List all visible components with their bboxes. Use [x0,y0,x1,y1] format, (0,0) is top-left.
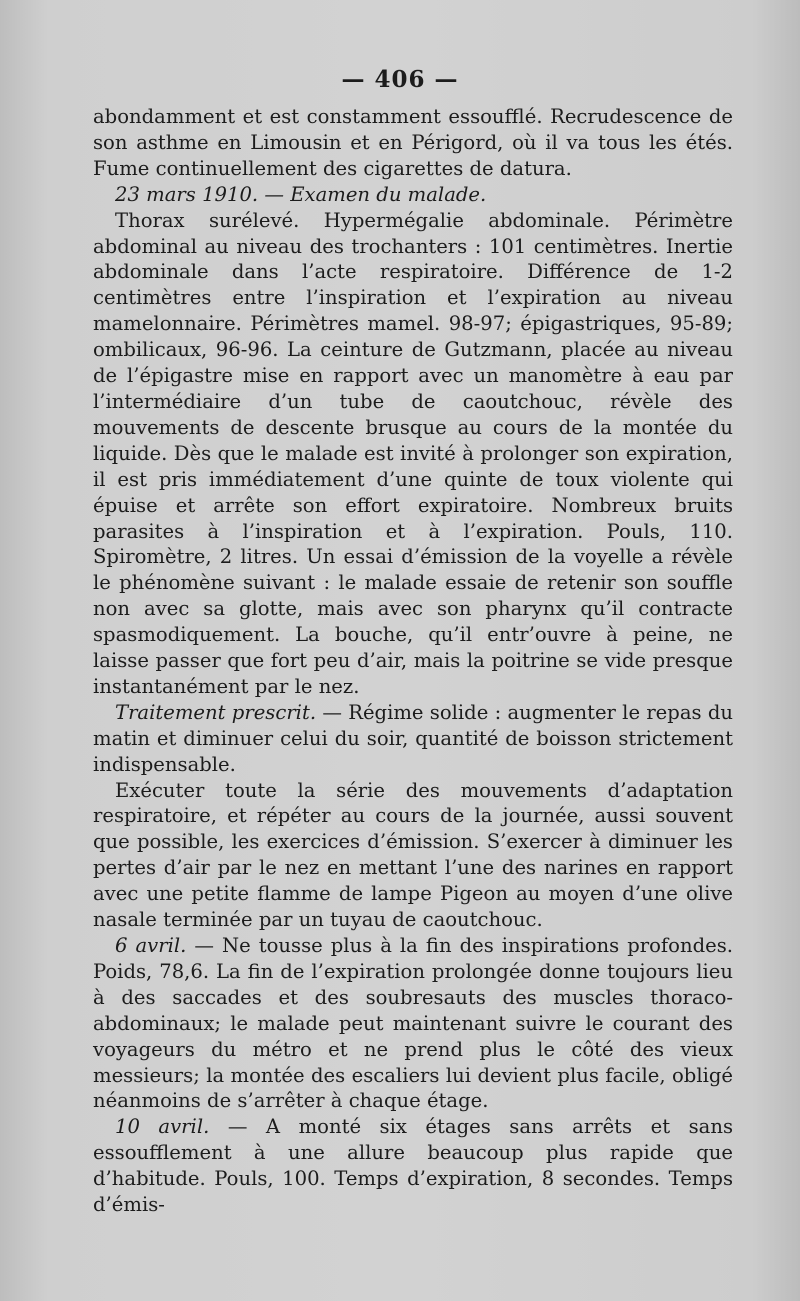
paragraph-text: — Régime solide : augmenter le repas du matin et diminuer celui du soir, quantité de boisson strictement indispensable. [93,700,733,776]
paragraph-text: — A monté six étages sans arrêts et sans essoufflement à une allure beaucoup plus rapide que d’habitude. Pouls, 100. Temps d’expiration, 8 secondes. Temps d’émis- [93,1115,733,1217]
paragraph-text: Exécuter toute la série des mouvements d’adaptation respiratoire, et répéter au cours de la journée, aussi souvent que possible, les exercices d’émission. S’exercer à diminuer les pertes d’air par le nez en mettant l’une des narines en rapport avec une petite flamme de lampe Pigeon au moyen d’une olive nasale terminée par un tuyau de caoutchouc. [93,778,733,932]
paragraph-traitement [93,700,733,778]
paragraph-text: abondamment et est constamment essoufflé. Recrudescence de son asthme en Limousin et en Périgord, où il va tous les étés. Fume continuellement des cigarettes de datura. [93,105,733,180]
paragraph-label: 10 avril. [115,1115,210,1139]
paragraph-text: Thorax surélevé. Hypermégalie abdominale. Périmètre abdominal au niveau des trochanters : 101 centimètres. Inertie abdominale dans l’acte respiratoire. Différence de 1-2 centimètres entre l’inspiration et l’expiration au niveau mamelonnaire. Périmètres mamel. 98-97; épigastriques, 95-89; ombilicaux, 96-96. La ceinture de Gutzmann, placée au niveau de l’épigastre mise en rapport avec un manomètre à eau par l’intermédiaire d’un tube de caoutchouc, révèle des mouvements de descente brusque au cours de la montée du liquide. Dès que le malade est invité à prolonger son expiration, il est pris immédiatement d’une quinte de toux violente qui épuise et arrête son effort expiratoire. Nombreux bruits parasites à l’inspiration et à l’expiration. Pouls, 110. Spiromètre, 2 litres. Un essai d’émission de la voyelle a révèle le phénomène suivant : le malade essaie de retenir son souffle non avec sa glotte, mais avec son pharynx qu’il contracte spasmodiquement. La bouche, qu’il entr’ouvre à peine, ne laisse passer que fort peu d’air, mais la poitrine se vide presque instantanément par le nez. [93,208,733,698]
paragraph-label: 23 mars 1910. — Examen du malade. [115,182,487,206]
paragraph-examen-heading [93,182,733,208]
body-text [93,104,733,1218]
paragraph-thorax [93,208,733,700]
paragraph-label: 6 avril. [115,934,187,957]
paragraph-6-avril [93,933,733,1114]
paragraph-text: — Ne tousse plus à la fin des inspirations profondes. Poids, 78,6. La fin de l’expiration prolongée donne toujours lieu à des saccades et des soubresauts des muscles thoraco-abdominaux; le malade peut maintenant suivre le courant des voyageurs du métro et ne prend plus le côté des vieux messieurs; la montée des escaliers lui devient plus facile, obligé néanmoins de s’arrêter à chaque étage. [93,934,733,1113]
paragraph-executer [93,778,733,933]
paragraph-10-avril [93,1114,733,1218]
paragraph-label: Traitement prescrit. [115,700,317,724]
page-number: — 406 — [341,66,459,93]
paragraph-continuation [93,104,733,182]
